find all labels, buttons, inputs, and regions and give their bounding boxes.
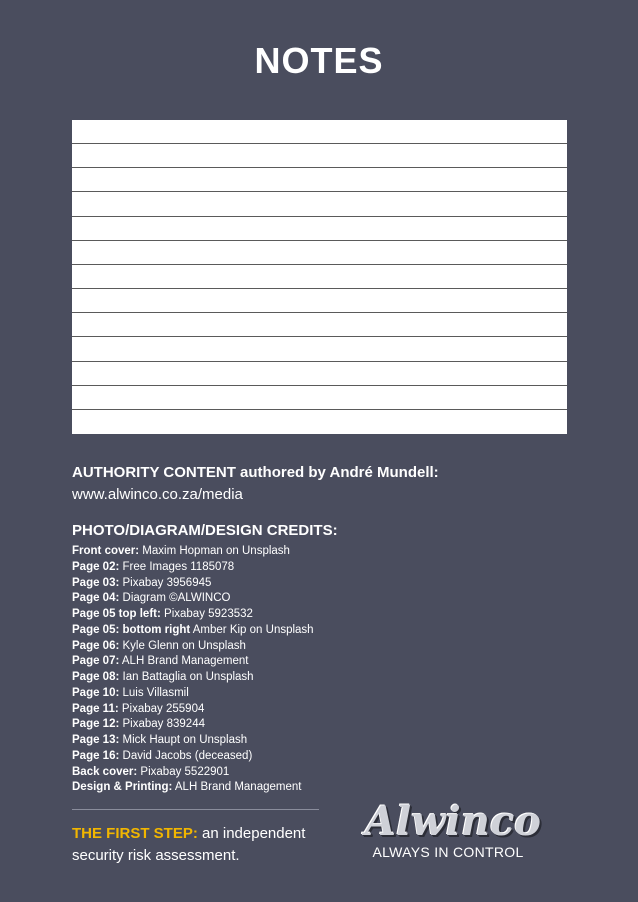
footer-divider <box>72 809 319 810</box>
credit-label: Page 08: <box>72 671 120 683</box>
authority-block <box>72 462 592 506</box>
credit-label: Design & Printing: <box>72 781 173 794</box>
credit-value: Pixabay 3956945 <box>122 576 212 589</box>
credit-value: Pixabay 5923532 <box>164 608 253 620</box>
tagline-rest: an independent <box>197 825 306 842</box>
credits-block <box>72 520 592 796</box>
credits-list <box>72 544 592 796</box>
credit-value: Amber Kip on Unsplash <box>192 623 314 636</box>
credit-row <box>72 702 592 718</box>
credit-value: ALH Brand Management <box>121 655 249 668</box>
notes-line <box>72 288 567 289</box>
credit-label: Page 05: bottom right <box>72 623 191 636</box>
credit-value: Kyle Glenn on Unsplash <box>122 639 246 652</box>
credit-label: Page 13: <box>72 734 120 746</box>
credit-row <box>72 780 592 796</box>
logo-slogan: ALWAYS IN CONTROL <box>372 844 524 860</box>
notes-line <box>72 167 567 168</box>
authority-heading: AUTHORITY CONTENT authored by André Mundell: <box>72 464 439 481</box>
authority-url[interactable]: www.alwinco.co.za/media <box>72 486 243 503</box>
credit-value: Luis Villasmil <box>122 686 189 699</box>
credit-row <box>72 607 592 623</box>
notes-line <box>72 385 567 386</box>
credit-row <box>72 560 592 576</box>
alwinco-logo <box>348 798 558 864</box>
notes-line <box>72 361 567 362</box>
credit-value: Pixabay 839244 <box>122 718 205 731</box>
notes-line <box>72 312 567 313</box>
notes-line <box>72 216 567 217</box>
credit-label: Back cover: <box>72 765 138 778</box>
tagline-line2: security risk assessment. <box>72 847 240 864</box>
credit-value: David Jacobs (deceased) <box>122 749 253 762</box>
credit-row <box>72 544 592 560</box>
credit-value: Pixabay 5522901 <box>140 765 230 778</box>
credit-row <box>72 749 592 765</box>
notes-line <box>72 336 567 337</box>
credit-label: Page 05 top left: <box>72 608 161 620</box>
credit-label: Page 04: <box>72 592 120 605</box>
credit-row <box>72 639 592 655</box>
page-title: NOTES <box>254 40 384 81</box>
credit-label: Front cover: <box>72 545 140 557</box>
notes-line <box>72 264 567 265</box>
credit-row <box>72 733 592 749</box>
credit-row <box>72 686 592 702</box>
credit-value: Ian Battaglia on Unsplash <box>122 671 254 683</box>
credit-label: Page 10: <box>72 686 120 699</box>
credit-label: Page 02: <box>72 560 120 573</box>
credit-value: Diagram ©ALWINCO <box>122 592 231 605</box>
notes-area[interactable] <box>72 120 567 434</box>
credits-heading: PHOTO/DIAGRAM/DESIGN CREDITS: <box>72 522 338 539</box>
credit-row <box>72 670 592 686</box>
credit-label: Page 16: <box>72 749 120 762</box>
logo-wordmark: Alwinco <box>365 798 541 845</box>
credit-value: Mick Haupt on Unsplash <box>122 734 248 746</box>
credit-row <box>72 717 592 733</box>
notes-line <box>72 240 567 241</box>
credit-row <box>72 576 592 592</box>
notes-line <box>72 191 567 192</box>
credit-value: Pixabay 255904 <box>121 702 205 715</box>
credit-row <box>72 623 592 639</box>
credit-label: Page 11: <box>72 702 119 715</box>
credit-row <box>72 591 592 607</box>
credit-label: Page 12: <box>72 718 120 731</box>
credit-row <box>72 765 592 781</box>
credit-value: ALH Brand Management <box>174 781 302 794</box>
tagline-accent: THE FIRST STEP: <box>72 825 198 842</box>
notes-line <box>72 143 567 144</box>
tagline <box>72 823 352 867</box>
credit-label: Page 07: <box>72 655 120 668</box>
credit-label: Page 03: <box>72 576 120 589</box>
credit-row <box>72 654 592 670</box>
notes-line <box>72 409 567 410</box>
credit-value: Maxim Hopman on Unsplash <box>142 545 290 557</box>
credit-label: Page 06: <box>72 639 120 652</box>
credit-value: Free Images 1185078 <box>122 560 235 573</box>
